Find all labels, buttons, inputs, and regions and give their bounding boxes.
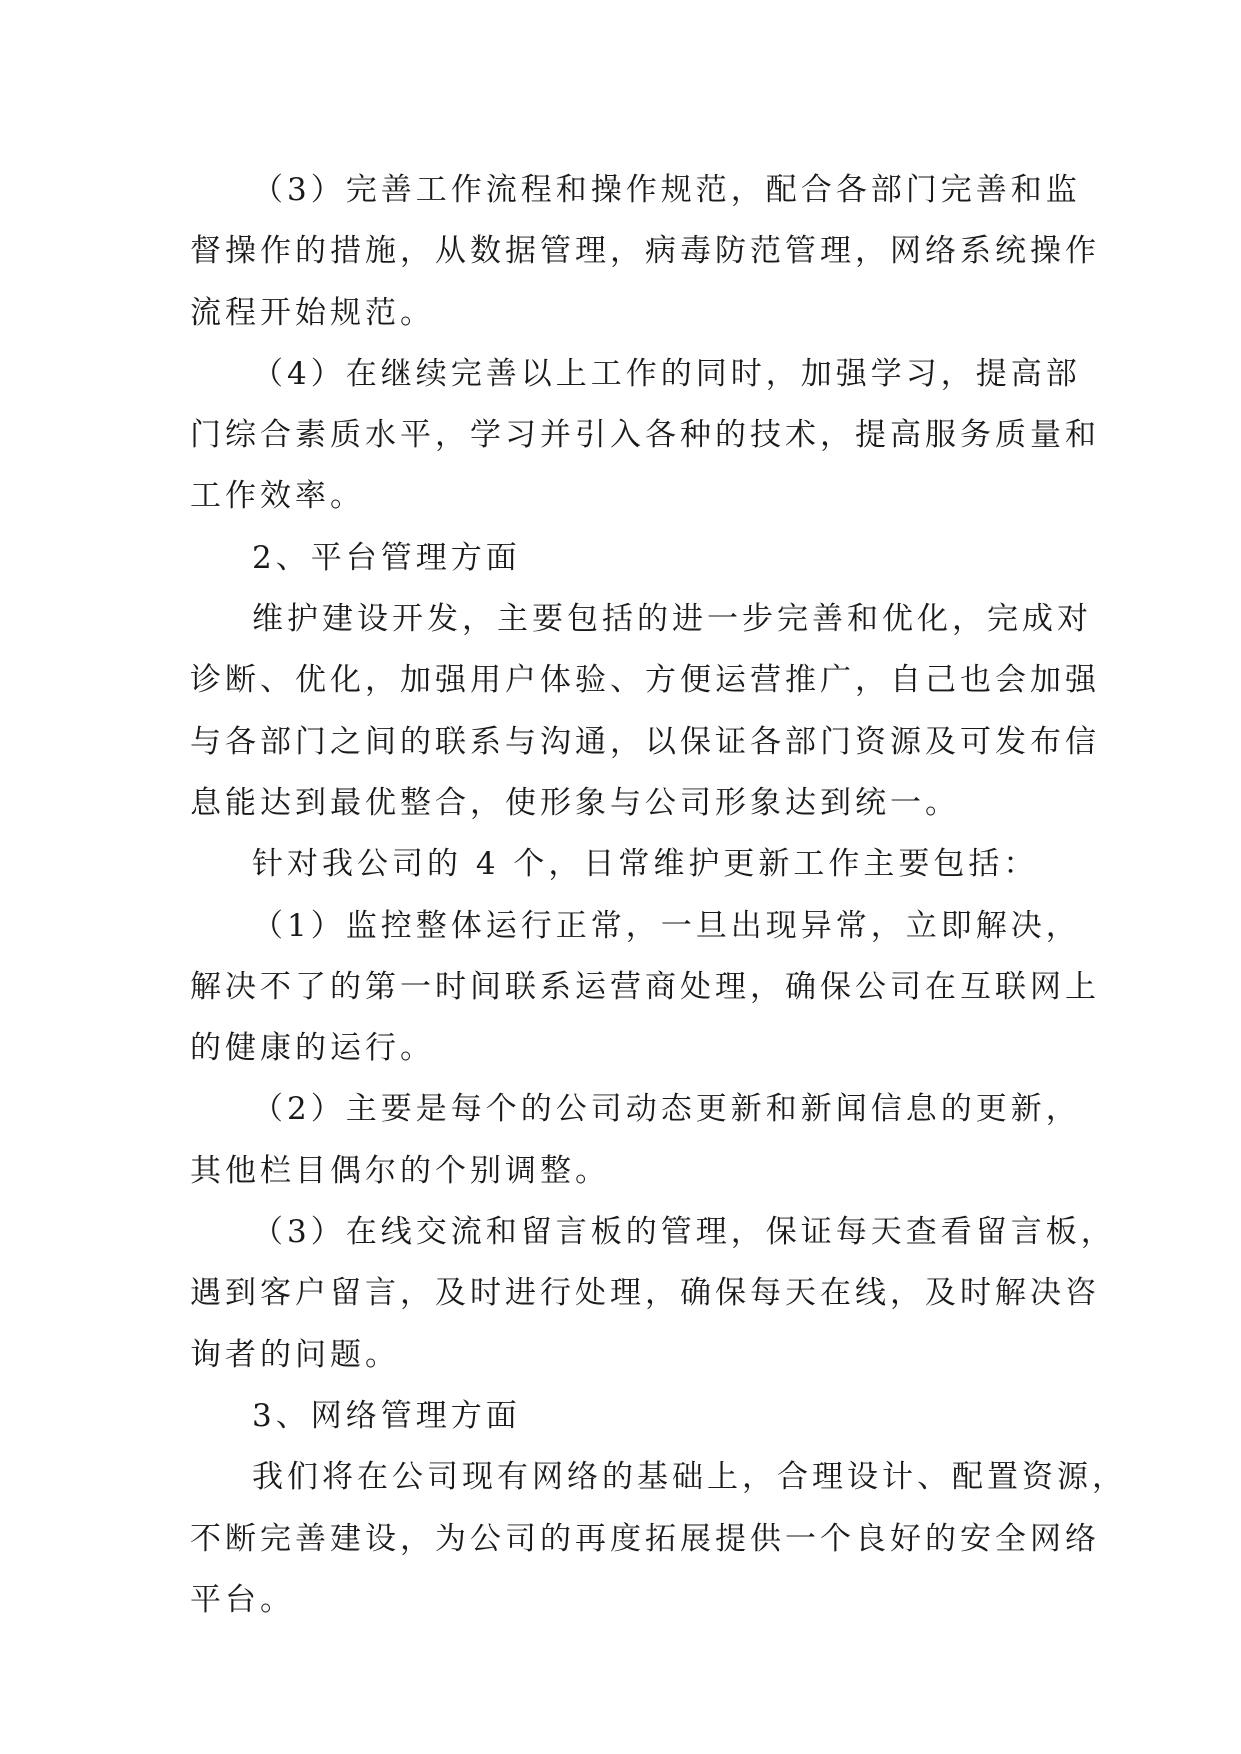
text-line-18: （3）在线交流和留言板的管理，保证每天查看留言板， bbox=[252, 1214, 1116, 1251]
text-line-24: 平台。 bbox=[190, 1581, 295, 1618]
text-line-4: （4）在继续完善以上工作的同时，加强学习，提高部 bbox=[252, 355, 1081, 392]
text-line-3: 流程开始规范。 bbox=[190, 294, 435, 331]
text-line-17: 其他栏目偶尔的个别调整。 bbox=[190, 1152, 610, 1189]
text-line-19: 遇到客户留言，及时进行处理，确保每天在线，及时解决咨 bbox=[190, 1275, 1100, 1312]
text-line-16: （2）主要是每个的公司动态更新和新闻信息的更新， bbox=[252, 1091, 1081, 1128]
text-line-8: 维护建设开发，主要包括的进一步完善和优化，完成对 bbox=[252, 601, 1092, 638]
section-heading-network: 3、网络管理方面 bbox=[252, 1397, 521, 1434]
text-line-10: 与各部门之间的联系与沟通，以保证各部门资源及可发布信 bbox=[190, 723, 1100, 760]
text-line-6: 工作效率。 bbox=[190, 478, 365, 515]
text-line-13: （1）监控整体运行正常，一旦出现异常，立即解决， bbox=[252, 907, 1081, 944]
text-line-11: 息能达到最优整合，使形象与公司形象达到统一。 bbox=[190, 784, 960, 821]
text-line-20: 询者的问题。 bbox=[190, 1336, 400, 1373]
text-line-5: 门综合素质水平，学习并引入各种的技术，提高服务质量和 bbox=[190, 417, 1100, 454]
text-line-14: 解决不了的第一时间联系运营商处理，确保公司在互联网上 bbox=[190, 968, 1100, 1005]
section-heading-platform: 2、平台管理方面 bbox=[252, 539, 521, 576]
text-line-1: （3）完善工作流程和操作规范，配合各部门完善和监 bbox=[252, 172, 1081, 208]
text-line-9: 诊断、优化，加强用户体验、方便运营推广，自己也会加强 bbox=[190, 662, 1100, 699]
text-line-23: 不断完善建设，为公司的再度拓展提供一个良好的安全网络 bbox=[190, 1520, 1100, 1557]
text-line-22: 我们将在公司现有网络的基础上，合理设计、配置资源， bbox=[252, 1459, 1127, 1496]
document-body bbox=[190, 160, 1127, 1631]
text-line-15: 的健康的运行。 bbox=[190, 1030, 435, 1067]
text-line-2: 督操作的措施，从数据管理，病毒防范管理，网络系统操作 bbox=[190, 233, 1100, 270]
text-line-12: 针对我公司的 4 个，日常维护更新工作主要包括： bbox=[252, 846, 1039, 883]
